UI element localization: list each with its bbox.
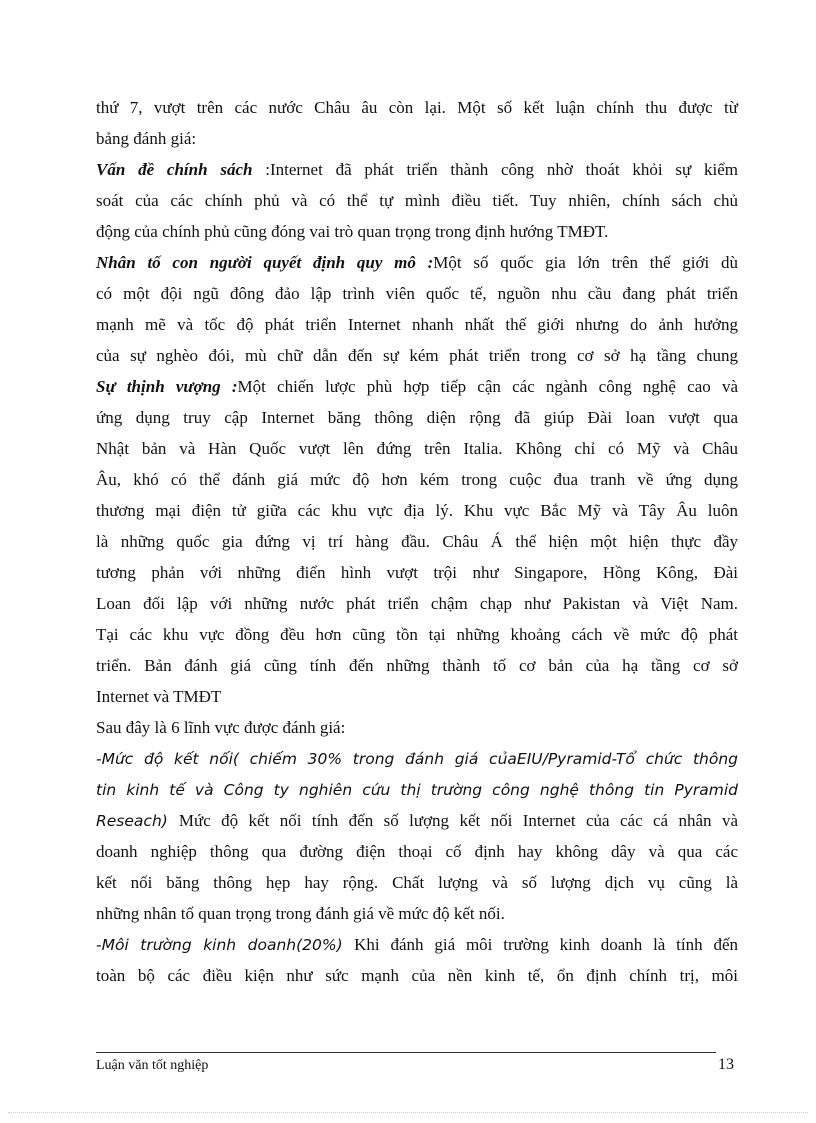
footer-title: Luận văn tốt nghiệp (96, 1058, 209, 1073)
text-line (96, 92, 738, 123)
text-line (96, 433, 738, 464)
text-line (96, 309, 738, 340)
text-span: thương mại điện tử giữa các khu vực địa lý. Khu vực Bắc Mỹ và Tây Âu luôn (96, 501, 738, 520)
text-span: tin kinh tế và Công ty nghiên cứu thị trường công nghệ thông tin Pyramid (96, 781, 738, 799)
text-line (96, 588, 738, 619)
text-line (96, 123, 738, 154)
page-number: 13 (718, 1056, 734, 1073)
text-span: có một đội ngũ đông đảo lập trình viên quốc tế, nguồn nhu cầu đang phát triển (96, 284, 738, 303)
text-span: Tại các khu vực đồng đều hơn cũng tồn tại những khoảng cách về mức độ phát (96, 625, 738, 644)
text-line (96, 650, 738, 681)
text-span: mạnh mẽ và tốc độ phát triển Internet nhanh nhất thế giới nhưng do ảnh hưởng (96, 315, 738, 334)
text-line (96, 402, 738, 433)
text-span: thứ 7, vượt trên các nước Châu âu còn lại. Một số kết luận chính thu được từ (96, 98, 738, 117)
text-line (96, 464, 738, 495)
page-body (96, 92, 738, 991)
text-line (96, 185, 738, 216)
text-span: là những quốc gia đứng vị trí hàng đầu. Châu Á thể hiện một hiện thực đầy (96, 532, 738, 551)
text-line (96, 216, 738, 247)
text-line (96, 340, 738, 371)
text-line (96, 712, 738, 743)
text-line (96, 371, 738, 402)
text-span: của sự nghèo đói, mù chữ dẫn đến sự kém phát triển trong cơ sở hạ tầng chung (96, 346, 738, 365)
text-span: những nhân tố quan trọng trong đánh giá về mức độ kết nối. (96, 904, 505, 923)
section-heading: Sự thịnh vượng : (96, 377, 238, 396)
text-span: toàn bộ các điều kiện như sức mạnh của nền kinh tế, ổn định chính trị, môi (96, 966, 738, 985)
text-span: Âu, khó có thể đánh giá mức độ hơn kém trong cuộc đua tranh về ứng dụng (96, 470, 738, 489)
text-span: -Mức độ kết nối( chiếm 30% trong đánh giá củaEIU/Pyramid-Tổ chức thông (96, 750, 738, 768)
text-span: Mức độ kết nối tính đến số lượng kết nối Internet của các cá nhân và (178, 811, 738, 830)
text-span: động của chính phủ cũng đóng vai trò quan trọng trong định hướng TMĐT. (96, 222, 609, 241)
text-line (96, 774, 738, 805)
footer-divider (96, 1052, 716, 1053)
text-span: doanh nghiệp thông qua đường điện thoại cố định hay không dây và qua các (96, 842, 738, 861)
text-span: -Môi trường kinh doanh(20%) (96, 936, 355, 954)
text-span: Nhật bản và Hàn Quốc vượt lên đứng trên Italia. Không chỉ có Mỹ và Châu (96, 439, 738, 458)
text-line (96, 681, 738, 712)
text-line (96, 836, 738, 867)
text-span: Reseach) (96, 812, 179, 830)
text-span: bảng đánh giá: (96, 129, 197, 148)
text-line (96, 557, 738, 588)
text-line (96, 929, 738, 960)
text-span: soát của các chính phủ và có thể tự mình điều tiết. Tuy nhiên, chính sách chủ (96, 191, 738, 210)
text-line (96, 960, 738, 991)
text-line (96, 867, 738, 898)
text-line (96, 247, 738, 278)
text-span: kết nối băng thông hẹp hay rộng. Chất lượng và số lượng dịch vụ cũng là (96, 873, 738, 892)
text-line (96, 495, 738, 526)
text-line (96, 805, 738, 836)
text-span: Khi đánh giá môi trường kinh doanh là tính đến (354, 935, 738, 954)
text-span: Sau đây là 6 lĩnh vực được đánh giá: (96, 718, 346, 737)
text-span: ứng dụng truy cập Internet băng thông diện rộng đã giúp Đài loan vượt qua (96, 408, 738, 427)
text-span: triển. Bản đánh giá cũng tính đến những thành tố cơ bản của hạ tầng cơ sở (96, 656, 738, 675)
text-line (96, 743, 738, 774)
page-edge-divider (8, 1112, 808, 1113)
text-span: Internet và TMĐT (96, 687, 222, 706)
text-line (96, 278, 738, 309)
text-span: Một số quốc gia lớn trên thế giới dù (433, 253, 738, 272)
section-heading: Vấn đề chính sách (96, 160, 266, 179)
text-line (96, 619, 738, 650)
text-span: :Internet đã phát triển thành công nhờ thoát khỏi sự kiểm (265, 160, 738, 179)
text-line (96, 154, 738, 185)
text-span: tương phản với những điển hình vượt trội như Singapore, Hồng Kông, Đài (96, 563, 738, 582)
text-line (96, 526, 738, 557)
text-line (96, 898, 738, 929)
section-heading: Nhân tố con người quyết định quy mô : (96, 253, 434, 272)
text-span: Một chiến lược phù hợp tiếp cận các ngành công nghệ cao và (237, 377, 738, 396)
text-span: Loan đối lập với những nước phát triển chậm chạp như Pakistan và Việt Nam. (96, 594, 738, 613)
